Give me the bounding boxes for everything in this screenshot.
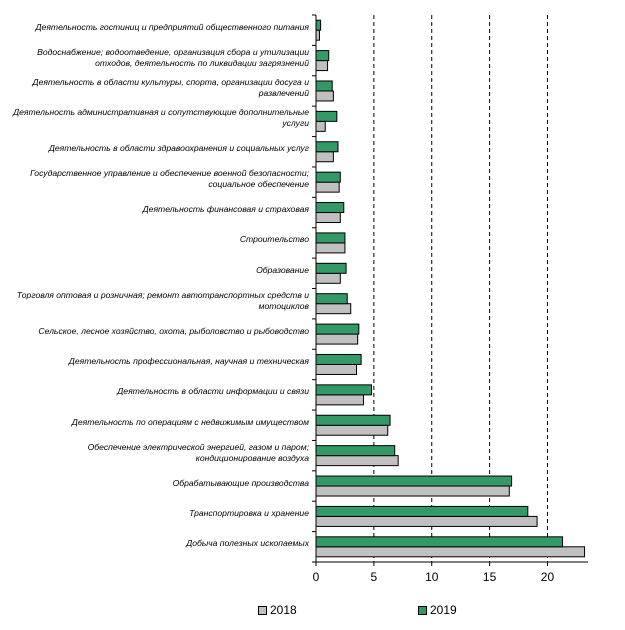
category-label: Торговля оптовая и розничная; ремонт автотранспортных средств и мотоциклов bbox=[16, 289, 309, 311]
bar-2019-8 bbox=[316, 263, 346, 273]
category-label: Водоснабжение; водоотведение, организация сбора и утилизации отходов, деятельность по ликвидации загрязнений bbox=[37, 46, 309, 68]
category-label: Деятельность профессиональная, научная и техническая bbox=[68, 355, 309, 366]
bar-2018-3 bbox=[316, 121, 325, 131]
bar-2019-13 bbox=[316, 415, 390, 425]
bar-2019-2 bbox=[316, 81, 332, 91]
bar-2018-10 bbox=[316, 334, 358, 344]
bar-2019-7 bbox=[316, 233, 345, 243]
category-label: Деятельность административная и сопутствующие дополнительные услуги bbox=[13, 107, 309, 129]
category-label: Сельское, лесное хозяйство, охота, рыболовство и рыбоводство bbox=[38, 325, 309, 336]
bar-2019-10 bbox=[316, 324, 359, 334]
bar-2018-16 bbox=[316, 516, 537, 526]
category-label: Деятельность в области культуры, спорта, организации досуга и развлечений bbox=[32, 76, 309, 98]
category-label: Образование bbox=[256, 264, 309, 275]
bar-2019-11 bbox=[316, 354, 361, 364]
bar-2019-17 bbox=[316, 537, 563, 547]
legend-swatch-2019 bbox=[418, 606, 427, 615]
category-label: Деятельность в области здравоохранения и социальных услуг bbox=[48, 143, 309, 154]
x-axis-ticks bbox=[313, 562, 555, 584]
bar-2018-0 bbox=[316, 30, 319, 40]
bar-2018-8 bbox=[316, 273, 340, 283]
bar-2018-1 bbox=[316, 61, 328, 71]
bar-2018-14 bbox=[316, 456, 398, 466]
bar-2019-4 bbox=[316, 142, 338, 152]
bar-2018-2 bbox=[316, 91, 333, 101]
bar-2019-14 bbox=[316, 446, 395, 456]
category-label: Транспортировка и хранение bbox=[189, 507, 309, 518]
category-label: Обрабатывающие производства bbox=[172, 477, 309, 488]
bar-2019-12 bbox=[316, 385, 372, 395]
category-label: Государственное управление и обеспечение военной безопасности; социальное обеспечение bbox=[30, 168, 309, 190]
legend-item-2019 bbox=[418, 603, 457, 617]
bar-2019-1 bbox=[316, 51, 329, 61]
bar-2019-16 bbox=[316, 506, 528, 516]
bar-2019-5 bbox=[316, 172, 340, 182]
category-label: Деятельность финансовая и страховая bbox=[142, 204, 309, 215]
bar-2018-5 bbox=[316, 182, 339, 192]
x-tick-label-15: 15 bbox=[482, 570, 497, 584]
bars bbox=[316, 20, 585, 557]
category-label: Строительство bbox=[239, 234, 309, 245]
x-tick-label-5: 5 bbox=[370, 570, 378, 584]
legend-item-2018 bbox=[258, 603, 297, 617]
x-tick-label-20: 20 bbox=[540, 570, 555, 584]
bar-2019-9 bbox=[316, 294, 347, 304]
bar-2018-15 bbox=[316, 486, 509, 496]
bar-2018-9 bbox=[316, 304, 351, 314]
bar-2018-12 bbox=[316, 395, 363, 405]
x-tick-label-10: 10 bbox=[425, 570, 439, 584]
legend-swatch-2018 bbox=[258, 606, 267, 615]
category-label: Деятельность гостиниц и предприятий общественного питания bbox=[35, 21, 309, 32]
bar-2019-15 bbox=[316, 476, 512, 486]
category-label: Добыча полезных ископаемых bbox=[186, 538, 309, 549]
bar-2018-4 bbox=[316, 152, 333, 162]
bar-2018-7 bbox=[316, 243, 345, 253]
legend-label-2018: 2018 bbox=[270, 603, 297, 617]
bar-2019-6 bbox=[316, 203, 344, 213]
category-label: Деятельность в области информации и связи bbox=[117, 386, 309, 397]
bar-2018-6 bbox=[316, 213, 340, 223]
bar-2019-0 bbox=[316, 20, 321, 30]
category-label: Деятельность по операциям с недвижимым имуществом bbox=[71, 416, 309, 427]
bar-2018-11 bbox=[316, 364, 357, 374]
bar-2019-3 bbox=[316, 111, 337, 121]
x-tick-label-0: 0 bbox=[312, 570, 320, 584]
category-label: Обеспечение электрической энергией, газом и паром; кондиционирование воздуха bbox=[87, 441, 309, 463]
bar-2018-13 bbox=[316, 425, 388, 435]
bar-2018-17 bbox=[316, 547, 585, 557]
legend-label-2019: 2019 bbox=[430, 603, 457, 617]
